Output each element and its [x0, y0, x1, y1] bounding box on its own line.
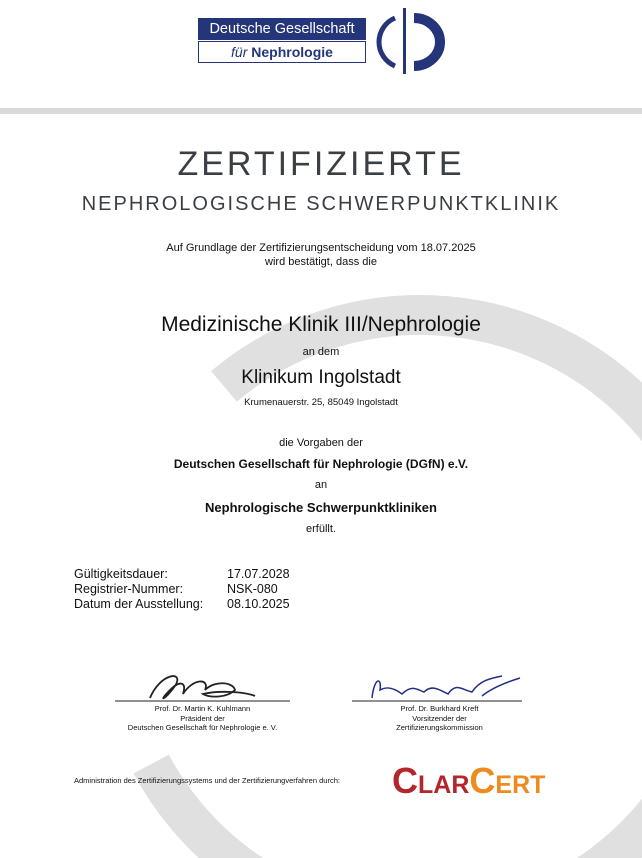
- vorgaben-text: die Vorgaben der: [279, 437, 363, 449]
- intro-line2: wird bestätigt, dass die: [265, 256, 377, 268]
- left-signer-role2: Deutschen Gesellschaft für Nephrologie e. V.: [127, 723, 278, 732]
- validity-value: 17.07.2028: [227, 567, 290, 581]
- issue-date-value: 08.10.2025: [227, 597, 290, 611]
- hospital-address: Krumenauerstr. 25, 85049 Ingolstadt: [244, 397, 398, 408]
- dgfn-logo: [198, 18, 366, 64]
- right-signer-role1: Vorsitzender der: [412, 713, 467, 723]
- logo-line1: Deutsche Gesellschaft: [198, 18, 366, 40]
- hospital-name: Klinikum Ingolstadt: [241, 367, 401, 388]
- right-signer-role2: Zertifizierungskommission: [396, 723, 483, 732]
- certificate-title: ZERTIFIZIERTE: [177, 145, 465, 183]
- left-signer-role1: Präsident der: [180, 713, 225, 723]
- department-name: Medizinische Klinik III/Nephrologie: [161, 313, 481, 336]
- an-text: an: [314, 479, 328, 491]
- logo-line2-prefix: für: [231, 44, 248, 60]
- society-name: Deutschen Gesellschaft für Nephrologie (DGfN) e.V.: [173, 457, 469, 471]
- right-signature: [352, 668, 527, 708]
- clarcert-logo: [392, 760, 545, 802]
- clarcert-part2: Cert: [469, 760, 546, 801]
- an-dem-text: an dem: [302, 346, 340, 358]
- left-signature: [115, 668, 290, 708]
- logo-line2-main: Nephrologie: [251, 44, 333, 60]
- dgfn-emblem-icon: [370, 6, 446, 78]
- left-signer: [115, 704, 290, 733]
- logo-line2: [198, 41, 366, 63]
- registration-value: NSK-080: [227, 582, 278, 596]
- left-signer-name: Prof. Dr. Martin K. Kuhlmann: [154, 704, 251, 713]
- erfuellt-text: erfüllt.: [306, 523, 336, 535]
- header-divider: [0, 108, 642, 114]
- right-signer-name: Prof. Dr. Burkhard Kreft: [400, 704, 479, 713]
- right-signer: [352, 704, 527, 733]
- issue-date-label: Datum der Ausstellung:: [74, 597, 204, 611]
- validity-label: Gültigkeitsdauer:: [74, 567, 168, 581]
- admin-text: Administration des Zertifizierungssystems und der Zertifizierungverfahren durch:: [74, 776, 340, 785]
- certificate-subtitle: NEPHROLOGISCHE SCHWERPUNKTKLINIK: [81, 193, 561, 215]
- clarcert-part1: Clar: [392, 760, 470, 801]
- intro-line1: Auf Grundlage der Zertifizierungsentscheidung vom 18.07.2025: [166, 242, 476, 254]
- registration-label: Registrier-Nummer:: [74, 582, 184, 596]
- program-name: Nephrologische Schwerpunktkliniken: [205, 500, 437, 515]
